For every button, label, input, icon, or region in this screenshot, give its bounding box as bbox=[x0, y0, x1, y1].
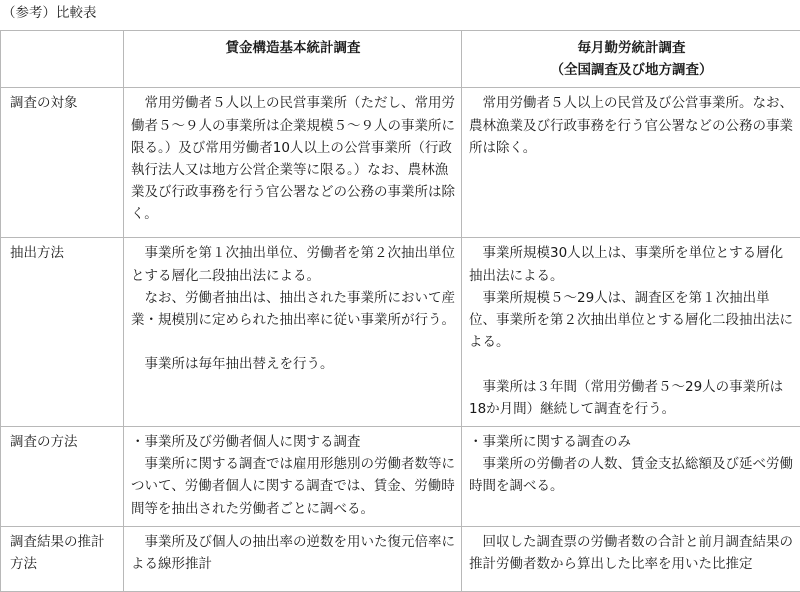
header-corner bbox=[1, 31, 124, 88]
table-row bbox=[1, 427, 800, 527]
cell-paragraph: 事業所規模30人以上は、事業所を単位とする層化抽出法による。 bbox=[469, 242, 794, 286]
cell-paragraph: 常用労働者５人以上の民営及び公営事業所。なお、農林漁業及び行政事務を行う官公署などの公務の事業所は除く。 bbox=[469, 92, 794, 159]
row-label-target: 調査の対象 bbox=[1, 88, 124, 238]
cell-bullet: ・事業所及び労働者個人に関する調査 bbox=[131, 431, 455, 453]
cell-paragraph: なお、労働者抽出は、抽出された事業所において産業・規模別に定められた抽出率に従い事業所が行う。 bbox=[131, 287, 455, 331]
cell-monthly-method bbox=[462, 427, 800, 527]
table-row bbox=[1, 238, 800, 427]
cell-paragraph: 回収した調査票の労働者数の合計と前月調査結果の推計労働者数から算出した比率を用いた比推定 bbox=[469, 531, 794, 575]
row-label-estimation: 調査結果の推計方法 bbox=[1, 526, 124, 591]
cell-paragraph: 事業所は３年間（常用労働者５～29人の事業所は18か月間）継続して調査を行う。 bbox=[469, 376, 794, 420]
table-row bbox=[1, 88, 800, 238]
header-monthly-labour-subtitle: （全国調査及び地方調査） bbox=[469, 59, 794, 81]
comparison-table bbox=[0, 30, 800, 592]
table-header-row bbox=[1, 31, 800, 88]
cell-paragraph: 事業所規模５～29人は、調査区を第１次抽出単位、事業所を第２次抽出単位とする層化二段抽出法による。 bbox=[469, 287, 794, 354]
cell-paragraph: 事業所及び個人の抽出率の逆数を用いた復元倍率による線形推計 bbox=[131, 531, 455, 575]
cell-paragraph: 事業所の労働者の人数、賃金支払総額及び延べ労働時間を調べる。 bbox=[469, 453, 794, 497]
cell-monthly-sampling bbox=[462, 238, 800, 427]
header-monthly-labour-title: 毎月勤労統計調査 bbox=[469, 37, 794, 59]
cell-paragraph: 事業所を第１次抽出単位、労働者を第２次抽出単位とする層化二段抽出法による。 bbox=[131, 242, 455, 286]
row-label-sampling: 抽出方法 bbox=[1, 238, 124, 427]
cell-paragraph: 事業所は毎年抽出替えを行う。 bbox=[131, 353, 455, 375]
row-label-method: 調査の方法 bbox=[1, 427, 124, 527]
header-wage-census bbox=[124, 31, 462, 88]
header-wage-census-label: 賃金構造基本統計調査 bbox=[131, 37, 455, 59]
cell-paragraph: 事業所に関する調査では雇用形態別の労働者数等について、労働者個人に関する調査では、賃金、労働時間等を抽出された労働者ごとに調べる。 bbox=[131, 453, 455, 520]
cell-wage-sampling bbox=[124, 238, 462, 427]
cell-bullet: ・事業所に関する調査のみ bbox=[469, 431, 794, 453]
document-title: （参考）比較表 bbox=[2, 2, 97, 24]
cell-wage-method bbox=[124, 427, 462, 527]
cell-wage-estimation bbox=[124, 526, 462, 591]
cell-monthly-estimation bbox=[462, 526, 800, 591]
cell-monthly-target bbox=[462, 88, 800, 238]
header-monthly-labour-survey bbox=[462, 31, 800, 88]
cell-paragraph: 常用労働者５人以上の民営事業所（ただし、常用労働者５～９人の事業所は企業規模５～９人の事業所に限る。）及び常用労働者10人以上の公営事業所（行政執行法人又は地方公営企業等に限る。）なお、農林漁業及び行政事務を行う官公署などの公務の事業所は除く。 bbox=[131, 92, 455, 225]
cell-wage-target bbox=[124, 88, 462, 238]
table-row bbox=[1, 526, 800, 591]
